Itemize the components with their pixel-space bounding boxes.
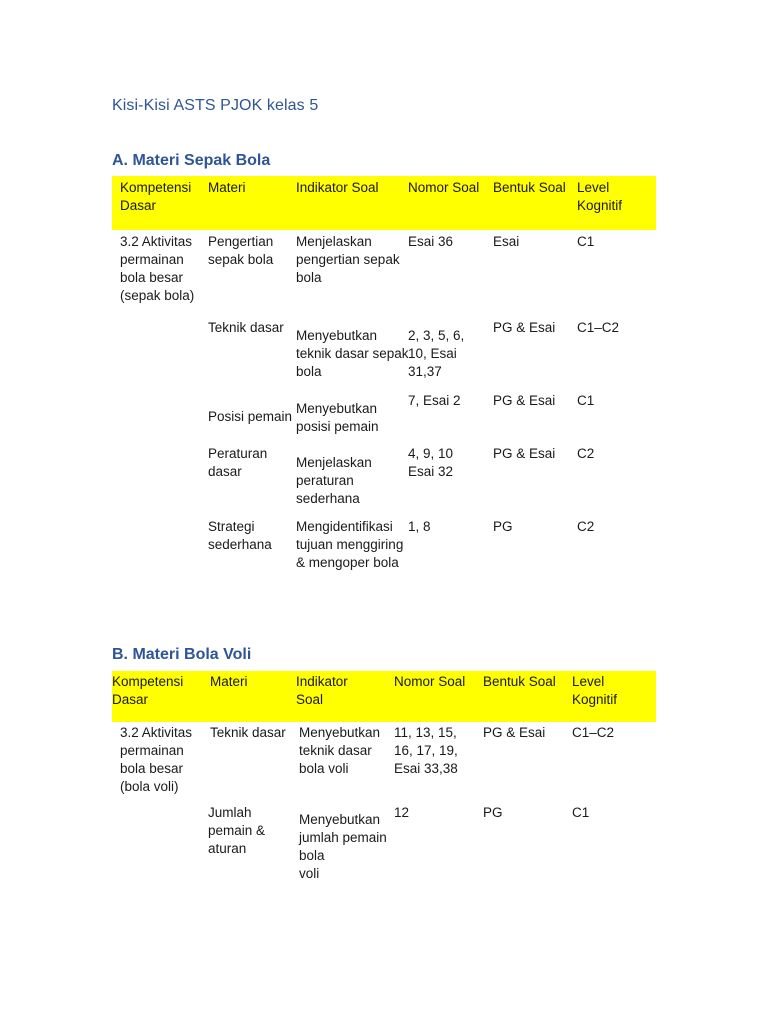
- header-materi: Materi: [210, 674, 248, 689]
- table-cell: 7, Esai 2: [408, 393, 461, 408]
- table-cell: Peraturan dasar: [208, 446, 268, 479]
- table-header-row: [112, 176, 656, 230]
- table-cell: 4, 9, 10 Esai 32: [408, 446, 454, 479]
- header-kompetensi-dasar: Kompetensi Dasar: [120, 180, 192, 213]
- table-cell: Menyebutkan jumlah pemain bola voli: [299, 812, 387, 881]
- header-indikator-soal: Indikator Soal: [296, 674, 348, 707]
- table-cell: C1: [577, 393, 595, 408]
- header-indikator-soal: Indikator Soal: [296, 180, 379, 195]
- header-kompetensi-dasar: Kompetensi Dasar: [112, 674, 184, 707]
- table-cell: Teknik dasar: [208, 320, 284, 335]
- section-b-heading: B. Materi Bola Voli: [112, 646, 252, 663]
- table-cell: 2, 3, 5, 6, 10, Esai 31,37: [408, 328, 465, 379]
- table-cell: Menyebutkan posisi pemain: [296, 401, 379, 434]
- table-cell: Menjelaskan pengertian sepak bola: [296, 234, 400, 285]
- header-bentuk-soal: Bentuk Soal: [483, 674, 556, 689]
- table-cell: C2: [577, 446, 595, 461]
- table-cell: Mengidentifikasi tujuan menggiring & mengoper bola: [296, 519, 404, 570]
- table-cell: PG & Esai: [493, 446, 556, 461]
- table-cell: C1: [577, 234, 595, 249]
- table-cell: Menyebutkan teknik dasar sepak bola: [296, 328, 409, 379]
- header-level-kognitif: Level Kognitif: [577, 180, 623, 213]
- table-cell: C1: [572, 805, 590, 820]
- table-cell: Menyebutkan teknik dasar bola voli: [299, 725, 381, 776]
- table-cell: Esai 36: [408, 234, 454, 249]
- header-nomor-soal: Nomor Soal: [394, 674, 466, 689]
- table-cell: Strategi sederhana: [208, 519, 272, 552]
- table-cell: PG & Esai: [483, 725, 546, 740]
- table-cell: 3.2 Aktivitas permainan bola besar (sepak bola): [120, 234, 195, 303]
- section-a-heading: A. Materi Sepak Bola: [112, 152, 271, 169]
- table-cell: PG: [483, 805, 503, 820]
- header-bentuk-soal: Bentuk Soal: [493, 180, 566, 195]
- table-cell: Jumlah pemain & aturan: [208, 805, 266, 856]
- table-cell: 1, 8: [408, 519, 431, 534]
- table-cell: Menjelaskan peraturan sederhana: [296, 455, 372, 506]
- table-cell: Teknik dasar: [210, 725, 286, 740]
- document-title: Kisi-Kisi ASTS PJOK kelas 5: [112, 97, 319, 114]
- table-cell: 12: [394, 805, 410, 820]
- header-level-kognitif: Level Kognitif: [572, 674, 618, 707]
- table-cell: 11, 13, 15, 16, 17, 19, Esai 33,38: [394, 725, 458, 776]
- table-cell: Esai: [493, 234, 520, 249]
- table-cell: PG & Esai: [493, 320, 556, 335]
- header-materi: Materi: [208, 180, 246, 195]
- table-cell: PG & Esai: [493, 393, 556, 408]
- table-cell: Pengertian sepak bola: [208, 234, 274, 267]
- table-cell: Posisi pemain: [208, 409, 293, 424]
- table-cell: 3.2 Aktivitas permainan bola besar (bola voli): [120, 725, 193, 794]
- table-cell: C2: [577, 519, 595, 534]
- table-cell: C1–C2: [572, 725, 615, 740]
- table-cell: C1–C2: [577, 320, 620, 335]
- table-cell: PG: [493, 519, 513, 534]
- header-nomor-soal: Nomor Soal: [408, 180, 480, 195]
